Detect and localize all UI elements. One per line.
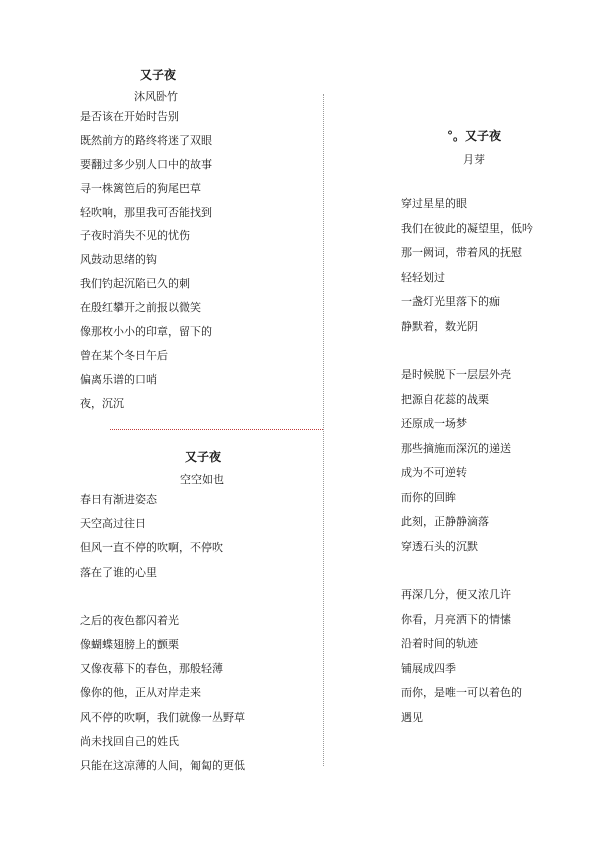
- stanza-break: [401, 564, 533, 588]
- poem-line: 天空高过往日: [80, 517, 146, 531]
- poem-line: 沿着时间的轨迹: [401, 637, 478, 650]
- poem-1-lines: [80, 110, 212, 421]
- stanza-break: [80, 590, 245, 614]
- poem-line: 尚未找回自己的姓氏: [80, 734, 179, 748]
- poem-line: 遇见: [401, 710, 423, 724]
- poem-line: 像你的他，正从对岸走来: [80, 686, 201, 700]
- poem-line: 穿过星星的眼: [401, 197, 467, 210]
- poem-line: 像那枚小小的印章，留下的: [80, 325, 212, 339]
- poem-line: 子夜时消失不见的忧伤: [80, 229, 190, 243]
- poem-line: 我们钓起沉陷已久的刺: [80, 277, 190, 291]
- poem-line: 既然前方的路终将迷了双眼: [80, 133, 212, 147]
- poem-line: 春日有渐进姿态: [80, 493, 157, 506]
- poem-line: 轻吹响，那里我可否能找到: [80, 205, 212, 219]
- poem-1-author: 沐风卧竹: [134, 90, 178, 103]
- poem-line: 像蝴蝶翅膀上的颤栗: [80, 637, 179, 651]
- poem-2-title: 又子夜: [185, 450, 222, 464]
- poem-line: 此刻，正静静滴落: [401, 515, 489, 528]
- poem-line: 落在了谁的心里: [80, 565, 157, 579]
- poem-line: 又像夜幕下的春色，那般轻薄: [80, 662, 223, 676]
- poem-line: 还原成一场梦: [401, 417, 467, 430]
- poem-line: 成为不可逆转: [401, 466, 467, 479]
- poem-line: 曾在某个冬日午后: [80, 348, 168, 362]
- poem-line: 静默着，数光阴: [401, 319, 478, 333]
- horizontal-divider: [110, 429, 323, 430]
- poem-line: 那些摘施而深沉的递送: [401, 441, 511, 455]
- poem-line: 偏离乐谱的口哨: [80, 372, 157, 386]
- poem-line: 要翻过多少别人口中的故事: [80, 157, 212, 171]
- poem-line: 是否该在开始时告别: [80, 110, 179, 123]
- poem-line: 寻一株篱笆后的狗尾巴草: [80, 181, 201, 195]
- poem-line: 把源自花蕊的战栗: [401, 392, 489, 406]
- poem-line: 是时候脱下一层层外壳: [401, 368, 511, 381]
- poem-line: 风鼓动思绪的钩: [80, 253, 157, 267]
- poem-line: 只能在这凉薄的人间，匍匐的更低: [80, 758, 245, 772]
- poem-3-author: 月芽: [463, 153, 485, 166]
- poem-line: 之后的夜色都闪着光: [80, 613, 179, 627]
- poem-3-lines: [401, 197, 533, 735]
- poem-line: 轻轻划过: [401, 270, 445, 284]
- poem-line: 风不停的吹啊，我们就像一丛野草: [80, 710, 245, 724]
- poem-line: 再深几分，便又浓几许: [401, 588, 511, 601]
- poem-line: 我们在彼此的凝望里，低吟: [401, 221, 533, 235]
- poem-line: 你看，月亮洒下的情愫: [401, 612, 511, 626]
- vertical-divider: [323, 94, 324, 766]
- poem-line: 而你的回眸: [401, 490, 456, 504]
- poem-line: 铺展成四季: [401, 661, 456, 675]
- poem-line: 在殷红攀开之前报以微笑: [80, 301, 201, 315]
- poem-line: 夜，沉沉: [80, 396, 124, 410]
- poem-line: 穿透石头的沉默: [401, 539, 478, 553]
- poem-3-title: °。又子夜: [447, 129, 502, 143]
- poem-1-title: 又子夜: [140, 68, 177, 82]
- poem-line: 那一阙词，带着风的抚慰: [401, 246, 522, 259]
- poem-line: 而你，是唯一可以着色的: [401, 686, 522, 699]
- stanza-break: [401, 344, 533, 368]
- poem-2-lines: [80, 493, 245, 783]
- poem-line: 但风一直不停的吹啊，不停吹: [80, 541, 223, 555]
- poem-2-author: 空空如也: [180, 473, 224, 486]
- poem-line: 一盏灯光里落下的痂: [401, 295, 500, 308]
